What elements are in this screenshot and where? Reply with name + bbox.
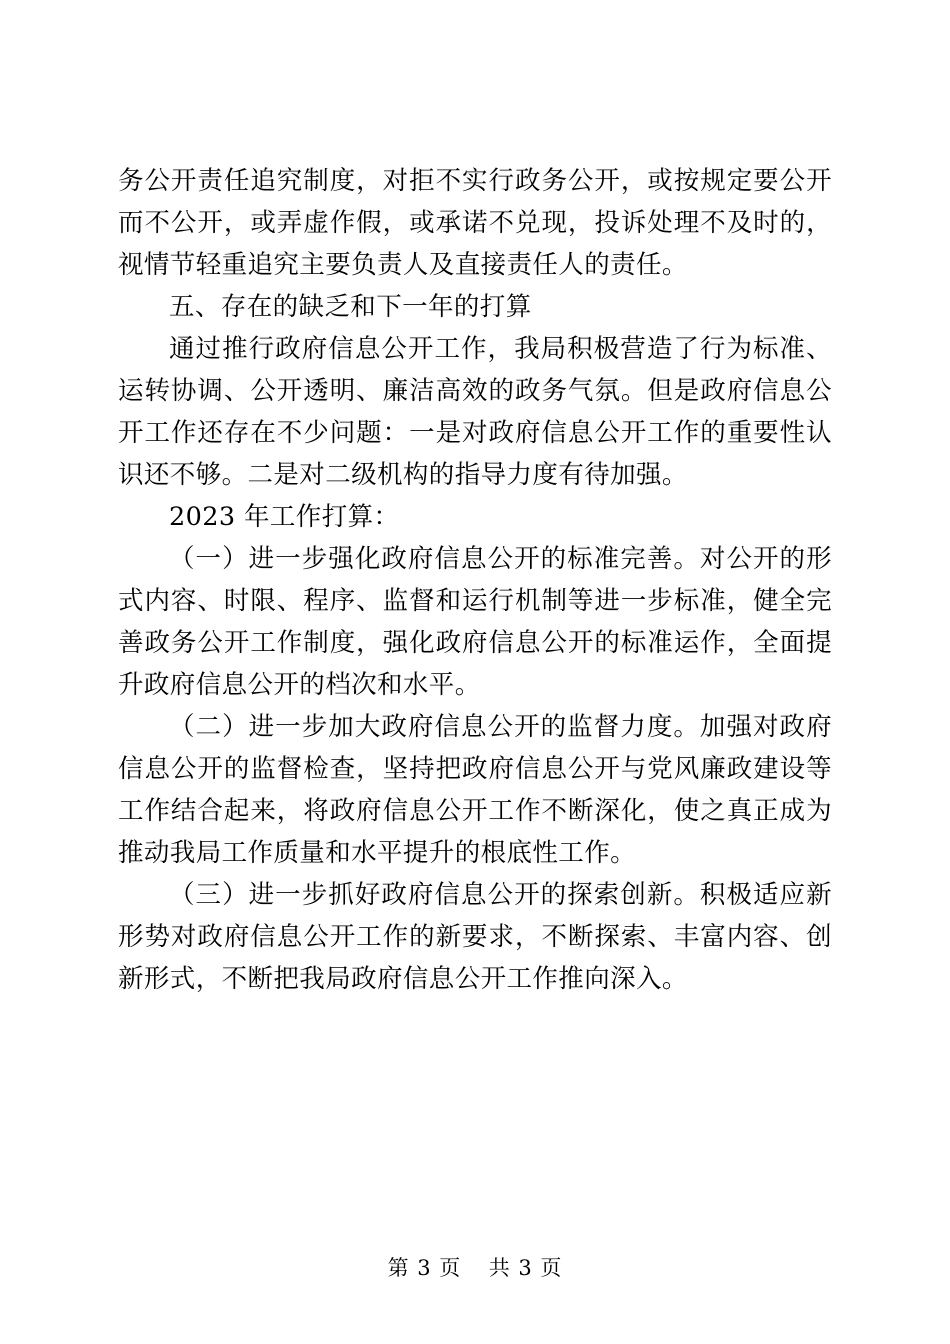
footer-current-page: 第 3 页 [387, 1256, 462, 1280]
footer-total-pages: 共 3 页 [488, 1256, 563, 1280]
paragraph: 务公开责任追究制度，对拒不实行政务公开，或按规定要公开而不公开，或弄虚作假，或承诺不兑现，投诉处理不及时的，视情节轻重追究主要负责人及直接责任人的责任。 [118, 166, 832, 280]
page-footer [0, 1252, 950, 1282]
paragraph-section-heading: 五、存在的缺乏和下一年的打算 [169, 292, 532, 322]
paragraph-item-one: （一）进一步强化政府信息公开的标准完善。对公开的形式内容、时限、程序、监督和运行机制等进一步标准，健全完善政务公开工作制度，强化政府信息公开的标准运作，全面提升政府信息公开的档次和水平。 [118, 544, 832, 700]
document-body [118, 160, 832, 1000]
paragraph-year-plan-label: 2023 年工作打算： [169, 502, 400, 532]
paragraph: 通过推行政府信息公开工作，我局积极营造了行为标准、运转协调、公开透明、廉洁高效的政务气氛。但是政府信息公开工作还存在不少问题：一是对政府信息公开工作的重要性认识还不够。二是对二级机构的指导力度有待加强。 [118, 334, 832, 490]
paragraph-item-two: （二）进一步加大政府信息公开的监督力度。加强对政府信息公开的监督检查，坚持把政府信息公开与党风廉政建设等工作结合起来，将政府信息公开工作不断深化，使之真正成为推动我局工作质量和水平提升的根底性工作。 [118, 712, 832, 868]
paragraph-item-three: （三）进一步抓好政府信息公开的探索创新。积极适应新形势对政府信息公开工作的新要求，不断探索、丰富内容、创新形式，不断把我局政府信息公开工作推向深入。 [118, 880, 832, 994]
